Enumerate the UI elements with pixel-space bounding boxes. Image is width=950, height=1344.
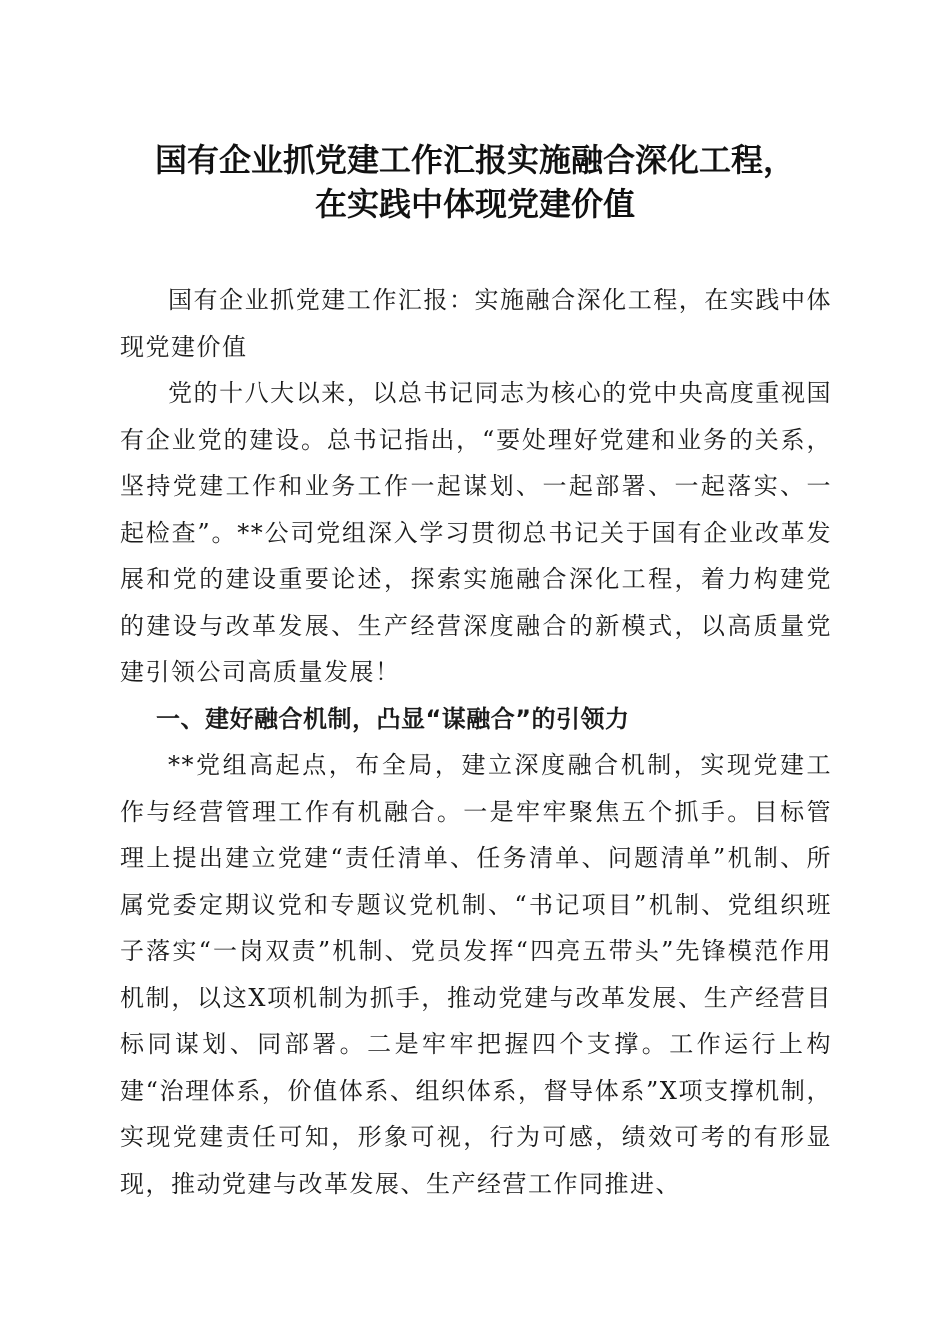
section-heading-1: 一、建好融合机制，凸显“谋融合”的引领力 (156, 704, 630, 733)
paragraph-subtitle: 国有企业抓党建工作汇报：实施融合深化工程，在实践中体现党建价值 (120, 286, 832, 361)
document-title-line-1: 国有企业抓党建工作汇报实施融合深化工程， (154, 141, 795, 179)
paragraph-section-1: **党组高起点，布全局，建立深度融合机制，实现党建工作与经营管理工作有机融合。一是牢牢聚焦五个抓手。目标管理上提出建立党建“责任清单、任务清单、问题清单”机制、所属党委定期议党和专题议党机制、“书记项目”机制、党组织班子落实“一岗双责”机制、党员发挥“四亮五带头”先锋模范作用机制，以这X项机制为抓手，推动党建与改革发展、生产经营目标同谋划、同部署。二是牢牢把握四个支撑。工作运行上构建“治理体系，价值体系、组织体系，督导体系”X项支撑机制，实现党建责任可知，形象可视，行为可感，绩效可考的有形显现，推动党建与改革发展、生产经营工作同推进、 (120, 751, 832, 1198)
document-body (120, 277, 832, 1207)
paragraph-intro: 党的十八大以来，以总书记同志为核心的党中央高度重视国有企业党的建设。总书记指出，“要处理好党建和业务的关系，坚持党建工作和业务工作一起谋划、一起部署、一起落实、一起检查”。**公司党组深入学习贯彻总书记关于国有企业改革发展和党的建设重要论述，探索实施融合深化工程，着力构建党的建设与改革发展、生产经营深度融合的新模式，以高质量党建引领公司高质量发展！ (120, 379, 832, 686)
document-title-line-2: 在实践中体现党建价值 (314, 185, 635, 223)
